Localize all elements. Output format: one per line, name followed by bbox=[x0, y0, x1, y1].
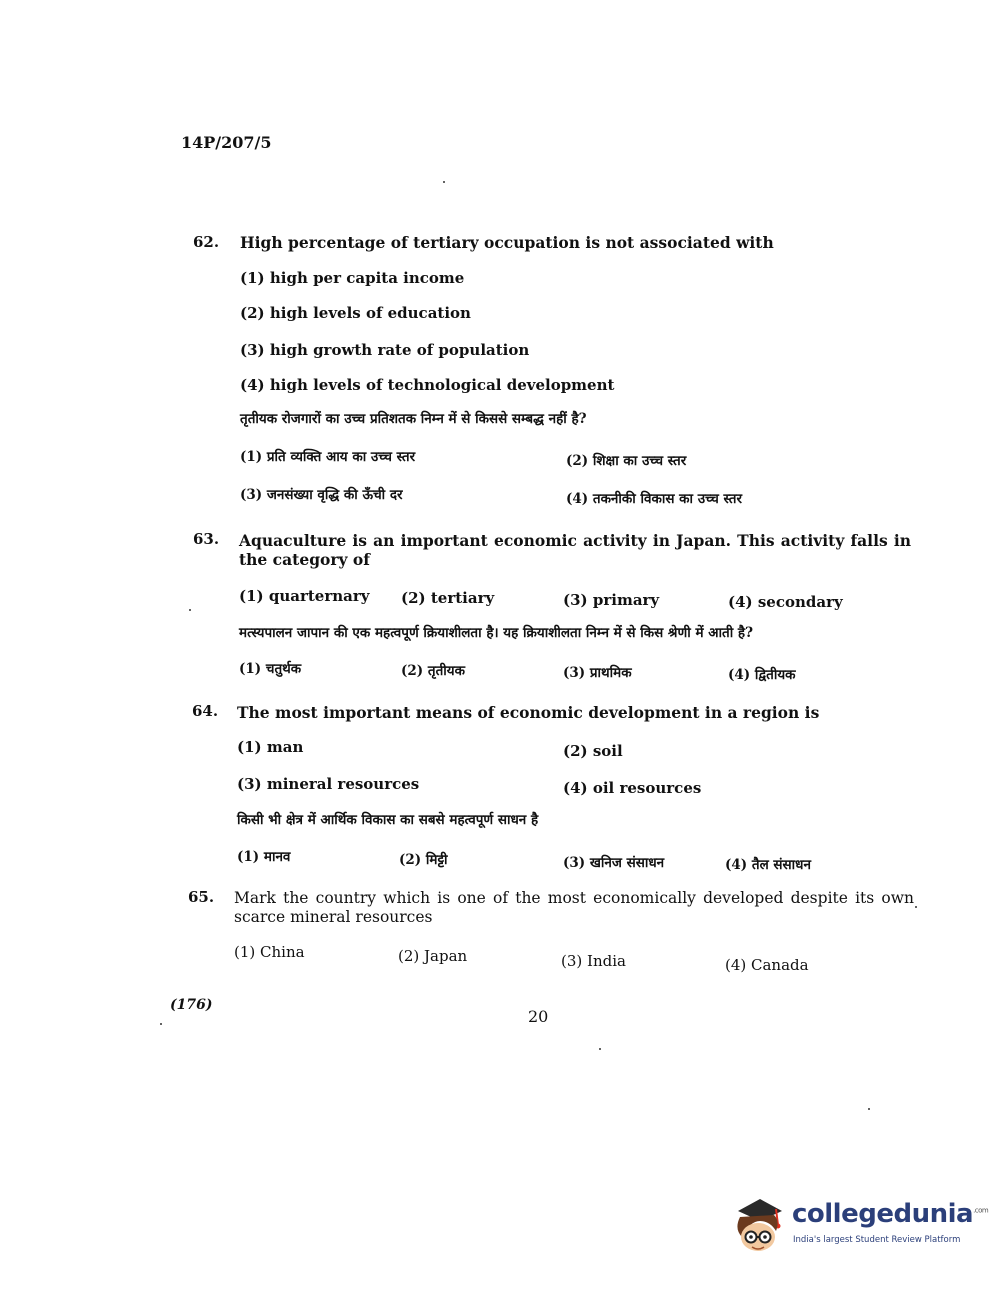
option-hi: (3) खनिज संसाधन bbox=[563, 855, 665, 871]
question-text-hi: मत्स्यपालन जापान की एक महत्वपूर्ण क्रियाशीलता है। यह क्रियाशीलता निम्न में से किस श्रेणी में आती है? bbox=[239, 625, 753, 641]
option-hi: (4) तैल संसाधन bbox=[725, 857, 811, 873]
option-en: (1) man bbox=[237, 738, 304, 756]
question-number: 63. bbox=[193, 530, 220, 548]
option-en: (1) quarternary bbox=[239, 587, 370, 605]
option-hi: (1) प्रति व्यक्ति आय का उच्च स्तर bbox=[240, 449, 416, 465]
option-hi: (1) मानव bbox=[237, 849, 291, 865]
option-en: (4) oil resources bbox=[563, 779, 702, 797]
page-number: 20 bbox=[528, 1007, 549, 1026]
scan-speck bbox=[868, 1108, 870, 1110]
option-en: (3) mineral resources bbox=[237, 775, 420, 793]
brand-domain: .com bbox=[973, 1206, 989, 1215]
option-hi: (3) प्राथमिक bbox=[563, 665, 632, 681]
scan-speck bbox=[443, 181, 445, 183]
option-hi: (3) जनसंख्या वृद्धि की ऊँची दर bbox=[240, 487, 403, 503]
question-text-en: Aquaculture is an important economic activity in Japan. This activity falls in the category of bbox=[239, 531, 911, 569]
option-hi: (1) चतुर्थक bbox=[239, 661, 302, 677]
question-text-en: The most important means of economic development in a region is bbox=[237, 703, 820, 722]
option-en: (1) China bbox=[234, 943, 305, 961]
option-en: (2) Japan bbox=[398, 947, 468, 965]
question-number: 64. bbox=[192, 702, 219, 720]
option-en: (4) high levels of technological development bbox=[240, 376, 615, 394]
option-hi: (2) मिट्टी bbox=[399, 852, 448, 868]
option-en: (1) high per capita income bbox=[240, 269, 465, 287]
option-en: (4) Canada bbox=[725, 956, 809, 974]
question-number: 65. bbox=[188, 888, 215, 906]
option-hi: (2) तृतीयक bbox=[401, 663, 465, 679]
paper-code: 14P/207/5 bbox=[181, 133, 272, 152]
brand-tagline: India's largest Student Review Platform bbox=[793, 1235, 961, 1245]
scan-speck bbox=[189, 609, 191, 611]
collegedunia-watermark bbox=[730, 1195, 989, 1265]
option-en: (3) India bbox=[561, 952, 626, 970]
mascot-icon bbox=[730, 1195, 790, 1257]
brand-name-text: collegedunia bbox=[792, 1199, 974, 1229]
option-en: (3) primary bbox=[563, 591, 660, 609]
scan-speck bbox=[599, 1048, 601, 1050]
option-en: (2) tertiary bbox=[401, 589, 495, 607]
option-en: (2) high levels of education bbox=[240, 304, 471, 322]
scan-speck bbox=[160, 1023, 162, 1025]
booklet-number: (176) bbox=[170, 997, 213, 1013]
option-hi: (4) द्वितीयक bbox=[728, 667, 796, 683]
option-hi: (2) शिक्षा का उच्च स्तर bbox=[566, 453, 687, 469]
option-hi: (4) तकनीकी विकास का उच्च स्तर bbox=[566, 491, 742, 507]
option-en: (3) high growth rate of population bbox=[240, 341, 530, 359]
question-text-en: High percentage of tertiary occupation is not associated with bbox=[240, 233, 774, 252]
question-text-en: Mark the country which is one of the most economically developed despite its own scarce mineral resources bbox=[234, 889, 914, 926]
option-en: (2) soil bbox=[563, 742, 623, 760]
scan-speck bbox=[915, 906, 917, 908]
question-text-hi: तृतीयक रोजगारों का उच्च प्रतिशतक निम्न में से किससे सम्बद्ध नहीं है? bbox=[240, 411, 587, 427]
option-en: (4) secondary bbox=[728, 593, 843, 611]
question-text-hi: किसी भी क्षेत्र में आर्थिक विकास का सबसे महत्वपूर्ण साधन है bbox=[237, 812, 539, 828]
brand-name bbox=[792, 1199, 988, 1229]
question-number: 62. bbox=[193, 233, 220, 251]
